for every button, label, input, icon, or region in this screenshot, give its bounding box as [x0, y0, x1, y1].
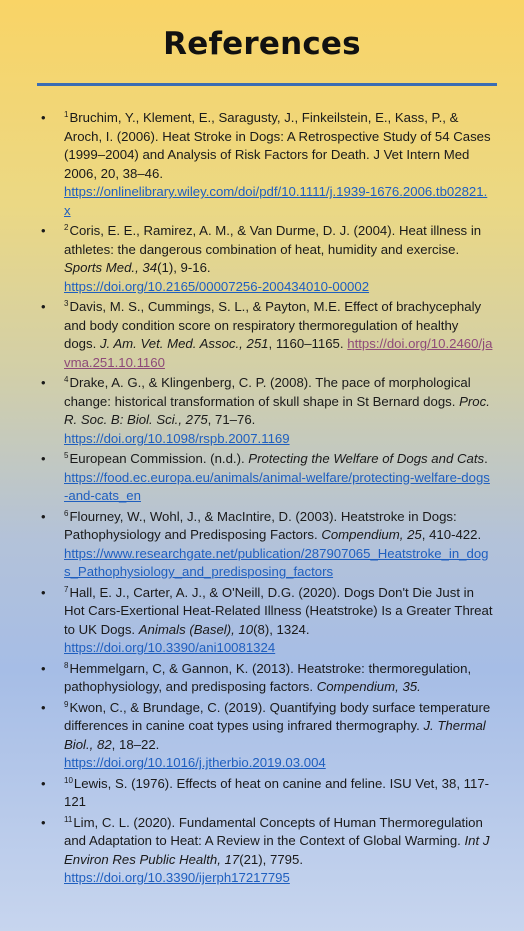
reference-link[interactable]: https://doi.org/10.2460/javma.251.10.1160 [64, 336, 493, 370]
bullet-icon: • [41, 660, 46, 676]
reference-text: Davis, M. S., Cummings, S. L., & Payton, M.E. Effect of brachycephaly and body condition score on respiratory thermoregulation of healthy dogs. [64, 299, 482, 351]
reference-number: 8 [64, 660, 69, 670]
reference-text: Hall, E. J., Carter, A. J., & O'Neill, D.G. (2020). Dogs Don't Die Just in Hot Cars-Exertional Heat-Related Illness (Heatstroke) Is a Greater Threat to UK Dogs. [64, 584, 493, 637]
reference-number: 3 [64, 299, 69, 308]
reference-item [38, 298, 493, 372]
bullet-icon: • [41, 508, 46, 524]
reference-item [38, 660, 493, 697]
reference-text: Kwon, C., & Brundage, C. (2019). Quantifying body surface temperature differences in canine coat types using infrared thermography. [64, 699, 491, 733]
reference-number: 10 [64, 775, 73, 785]
reference-link[interactable]: https://doi.org/10.3390/ijerph17217795 [64, 870, 290, 885]
reference-text-end: . [484, 451, 488, 466]
reference-text-end: , 1160–1165. [268, 336, 348, 351]
reference-journal: Animals (Basel), 10 [138, 621, 254, 637]
reference-item [38, 222, 493, 296]
reference-link[interactable]: https://food.ec.europa.eu/animals/animal-welfare/protecting-welfare-dogs-and-cats_en [64, 469, 490, 503]
reference-item [38, 775, 493, 812]
reference-journal: J. Thermal Biol., 82 [64, 718, 486, 752]
reference-text-end: (1), 9-16. [157, 260, 211, 275]
reference-number: 2 [64, 223, 69, 232]
reference-item [38, 450, 493, 506]
reference-link[interactable]: https://doi.org/10.1016/j.jtherbio.2019.03.004 [64, 755, 326, 770]
bullet-icon: • [41, 375, 46, 390]
reference-item [38, 374, 493, 448]
reference-text: Bruchim, Y., Klement, E., Saragusty, J., Finkeilstein, E., Kass, P., & Aroch, I. (2006). Heat Stroke in Dogs: A Retrospective Study of 54 Cases (1999–2004) and Analysis of Risk Factors for Death. J Vet Intern Med 2006, 20, 38–46. [64, 110, 491, 181]
bullet-icon: • [41, 451, 46, 466]
reference-number: 5 [64, 451, 69, 460]
reference-text: Drake, A. G., & Klingenberg, C. P. (2008). The pace of morphological change: historical transformation of skull shape in St Bernard dogs. [64, 375, 471, 409]
reference-item [38, 699, 493, 773]
reference-item [38, 814, 493, 888]
reference-journal: Int J Environ Res Public Health, 17 [64, 833, 490, 867]
reference-text: Lim, C. L. (2020). Fundamental Concepts of Human Thermoregulation and Adaptation to Heat: A Review in the Context of Global Warming. [64, 814, 483, 848]
reference-text: European Commission. (n.d.). [69, 451, 249, 466]
reference-text: Hemmelgarn, C, & Gannon, K. (2013). Heatstroke: thermoregulation, pathophysiology, and predisposing factors. [64, 660, 472, 694]
bullet-icon: • [41, 223, 46, 238]
reference-link[interactable]: https://www.researchgate.net/publication/287907065_Heatstroke_in_dogs_Pathophysiology_and_predisposing_factors [64, 545, 489, 579]
reference-link[interactable]: https://doi.org/10.1098/rspb.2007.1169 [64, 430, 290, 446]
reference-number: 9 [64, 699, 69, 709]
reference-item [38, 584, 493, 658]
bullet-icon: • [41, 699, 46, 715]
reference-journal: Protecting the Welfare of Dogs and Cats [248, 451, 485, 466]
reference-list [38, 109, 493, 890]
reference-text: Coris, E. E., Ramirez, A. M., & Van Durme, D. J. (2004). Heat illness in athletes: the dangerous combination of heat, humidity and exercise. [64, 223, 482, 257]
reference-text: Lewis, S. (1976). Effects of heat on canine and feline. ISU Vet, 38, 117-121 [64, 775, 490, 809]
reference-number: 4 [64, 375, 69, 384]
reference-journal: Compendium, 35. [316, 679, 421, 694]
bullet-icon: • [41, 110, 46, 125]
reference-journal: Sports Med., 34 [64, 260, 158, 275]
reference-number: 11 [64, 814, 73, 824]
reference-item [38, 508, 493, 582]
bullet-icon: • [41, 814, 46, 830]
reference-item [38, 109, 493, 220]
bullet-icon: • [41, 775, 46, 791]
page-title: References [163, 26, 361, 62]
reference-number: 1 [64, 110, 69, 119]
reference-journal: J. Am. Vet. Med. Assoc., 251 [99, 336, 269, 351]
reference-journal: Compendium, 25 [321, 527, 422, 542]
bullet-icon: • [41, 584, 46, 600]
reference-text-end: (21), 7795. [239, 851, 303, 867]
reference-text-end: , 71–76. [207, 412, 256, 427]
reference-text-end: , 18–22. [111, 736, 160, 752]
reference-link[interactable]: https://onlinelibrary.wiley.com/doi/pdf/10.1111/j.1939-1676.2006.tb02821.x [64, 184, 488, 218]
reference-link[interactable]: https://doi.org/10.2165/00007256-200434010-00002 [64, 278, 370, 294]
bullet-icon: • [41, 299, 46, 314]
title-divider [37, 83, 497, 86]
reference-number: 7 [64, 584, 69, 594]
reference-text-end: , 410-422. [421, 527, 482, 542]
reference-text: Flourney, W., Wohl, J., & MacIntire, D. (2003). Heatstroke in Dogs: Pathophysiology and Predisposing Factors. [64, 508, 457, 542]
reference-number: 6 [64, 508, 69, 518]
reference-journal: Proc. R. Soc. B: Biol. Sci., 275 [64, 393, 490, 427]
reference-text-end: (8), 1324. [253, 621, 310, 637]
reference-link[interactable]: https://doi.org/10.3390/ani10081324 [64, 640, 276, 655]
